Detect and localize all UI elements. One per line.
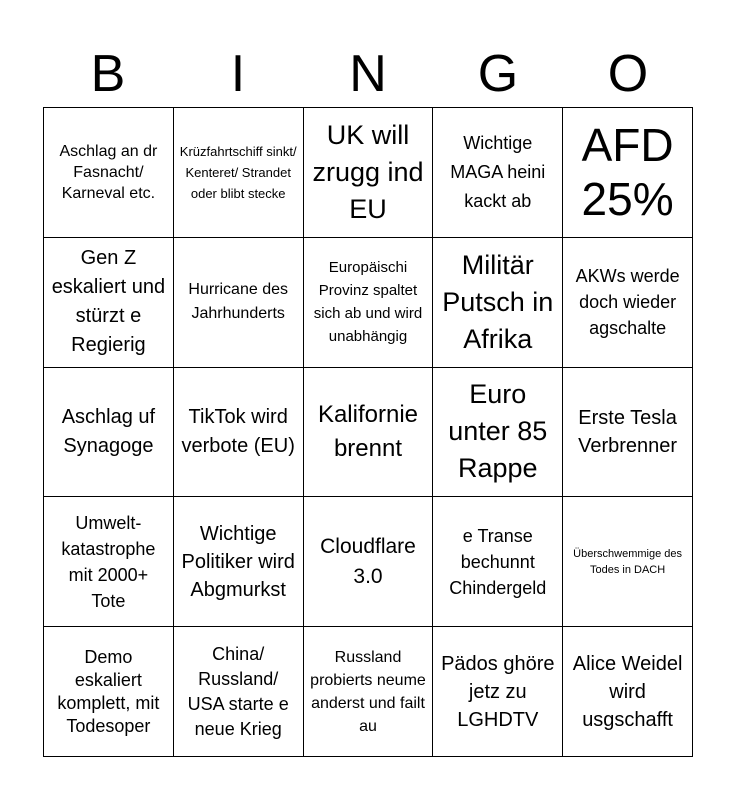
- cell-text: Kalifornie brennt: [317, 400, 419, 462]
- cell-text: UK will zrugg ind EU: [312, 119, 424, 224]
- bingo-cell[interactable]: [174, 368, 304, 498]
- cell-text: Umwelt-katastrophe mit 2000+ Tote: [61, 512, 156, 611]
- bingo-cell[interactable]: [304, 497, 434, 627]
- cell-text: Europäischi Provinz spaltet sich ab und wird unabhängig: [313, 259, 423, 346]
- header-letter-g: G: [477, 45, 519, 103]
- cell-text: AFD 25%: [581, 119, 674, 226]
- bingo-cell[interactable]: [433, 238, 563, 368]
- bingo-cell[interactable]: [433, 368, 563, 498]
- bingo-cell[interactable]: [304, 238, 434, 368]
- cell-text: Hurricane des Jahrhunderts: [188, 281, 288, 323]
- cell-text: Militär Putsch in Afrika: [442, 249, 554, 354]
- bingo-cell[interactable]: [304, 108, 434, 238]
- cell-text: Erste Tesla Verbrenner: [578, 406, 678, 457]
- bingo-cell[interactable]: [44, 108, 174, 238]
- bingo-header: [43, 40, 693, 108]
- cell-text: Krüzfahrtschiff sinkt/ Kenteret/ Strandet oder blibt stecke: [179, 143, 297, 201]
- header-letter-b: B: [90, 45, 126, 103]
- bingo-cell[interactable]: [563, 497, 693, 627]
- cell-text: China/ Russland/ USA starte e neue Krieg: [187, 643, 289, 739]
- cell-text: Demo eskaliert komplett, mit Todesoper: [57, 646, 160, 736]
- cell-text: Überschwemmige des Todes in DACH: [573, 547, 682, 576]
- bingo-cell[interactable]: [44, 627, 174, 757]
- bingo-cell[interactable]: [44, 368, 174, 498]
- bingo-cell[interactable]: [174, 497, 304, 627]
- header-letter-i: I: [230, 45, 246, 103]
- header-letter-o: O: [607, 45, 649, 103]
- cell-text: Aschlag uf Synagoge: [61, 405, 156, 457]
- cell-text: TikTok wird verbote (EU): [181, 405, 295, 457]
- bingo-cell[interactable]: [563, 368, 693, 498]
- cell-text: Russland probierts neume anderst und failt au: [310, 648, 426, 735]
- bingo-cell[interactable]: [563, 627, 693, 757]
- cell-text: Pädos ghöre jetz zu LGHDTV: [441, 652, 555, 731]
- bingo-cell[interactable]: [174, 238, 304, 368]
- bingo-cell[interactable]: [44, 238, 174, 368]
- cell-text: e Transe bechunnt Chindergeld: [449, 525, 547, 598]
- bingo-cell[interactable]: [563, 238, 693, 368]
- cell-text: Euro unter 85 Rappe: [448, 379, 548, 484]
- cell-text: Cloudflare 3.0: [320, 534, 416, 588]
- cell-text: Aschlag an dr Fasnacht/ Karneval etc.: [59, 142, 158, 202]
- bingo-cell[interactable]: [433, 108, 563, 238]
- cell-text: Wichtige MAGA heini kackt ab: [450, 132, 546, 211]
- cell-text: Wichtige Politiker wird Abgmurkst: [181, 522, 295, 601]
- bingo-cell[interactable]: [174, 108, 304, 238]
- bingo-cell[interactable]: [44, 497, 174, 627]
- bingo-cell[interactable]: [433, 627, 563, 757]
- bingo-cell[interactable]: [174, 627, 304, 757]
- cell-text: Gen Z eskaliert und stürzt e Regierig: [51, 247, 166, 357]
- bingo-cell[interactable]: [433, 497, 563, 627]
- bingo-grid: [43, 107, 693, 757]
- bingo-cell[interactable]: [563, 108, 693, 238]
- header-letter-n: N: [349, 45, 387, 103]
- cell-text: Alice Weidel wird usgschafft: [572, 652, 683, 731]
- cell-text: AKWs werde doch wieder agschalte: [575, 266, 680, 339]
- bingo-cell[interactable]: [304, 627, 434, 757]
- bingo-cell[interactable]: [304, 368, 434, 498]
